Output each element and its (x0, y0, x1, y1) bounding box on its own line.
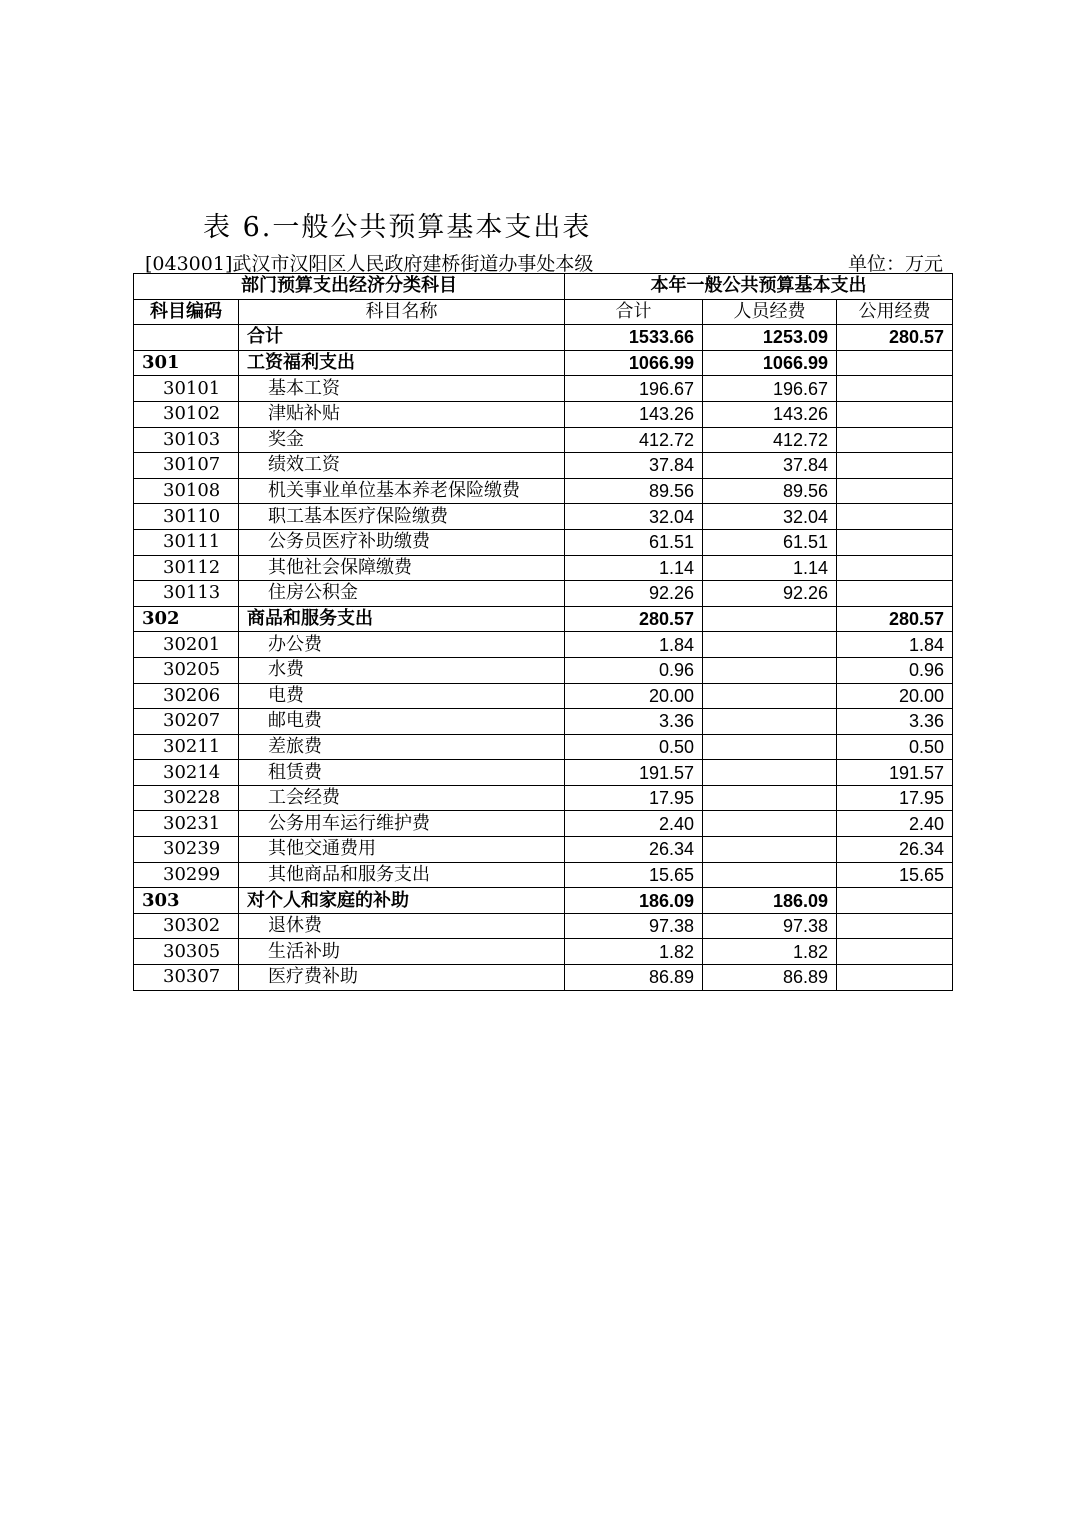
group-header-expenditure: 本年一般公共预算基本支出 (565, 274, 953, 300)
cell-public: 2.40 (837, 811, 953, 837)
cell-public: 20.00 (837, 683, 953, 709)
cell-total: 1066.99 (565, 350, 703, 376)
cell-code: 30201 (134, 632, 239, 658)
cell-public (837, 529, 953, 555)
cell-public: 1.84 (837, 632, 953, 658)
cell-code: 30239 (134, 837, 239, 863)
table-row (134, 913, 953, 939)
cell-personnel: 1066.99 (703, 350, 837, 376)
table-row (134, 657, 953, 683)
cell-code: 30206 (134, 683, 239, 709)
table-row (134, 555, 953, 581)
table-row (134, 350, 953, 376)
cell-public (837, 555, 953, 581)
cell-total: 61.51 (565, 529, 703, 555)
cell-total: 26.34 (565, 837, 703, 863)
cell-personnel: 97.38 (703, 913, 837, 939)
cell-public (837, 401, 953, 427)
cell-name: 医疗费补助 (239, 965, 565, 991)
column-header-code: 科目编码 (134, 299, 239, 325)
cell-code: 302 (134, 606, 239, 632)
cell-code: 30108 (134, 478, 239, 504)
cell-name: 奖金 (239, 427, 565, 453)
cell-name: 其他商品和服务支出 (239, 862, 565, 888)
cell-name: 机关事业单位基本养老保险缴费 (239, 478, 565, 504)
table-row (134, 888, 953, 914)
cell-name: 租赁费 (239, 760, 565, 786)
table-row (134, 376, 953, 402)
cell-total: 186.09 (565, 888, 703, 914)
cell-total: 1.82 (565, 939, 703, 965)
cell-personnel (703, 606, 837, 632)
cell-public: 280.57 (837, 606, 953, 632)
cell-total: 86.89 (565, 965, 703, 991)
cell-personnel (703, 862, 837, 888)
cell-personnel (703, 811, 837, 837)
cell-total: 1533.66 (565, 325, 703, 351)
cell-public (837, 581, 953, 607)
cell-code: 30299 (134, 862, 239, 888)
cell-personnel: 92.26 (703, 581, 837, 607)
table-body (134, 325, 953, 990)
cell-code: 30111 (134, 529, 239, 555)
cell-personnel (703, 734, 837, 760)
cell-code: 30112 (134, 555, 239, 581)
cell-total: 17.95 (565, 785, 703, 811)
cell-public (837, 888, 953, 914)
cell-total: 191.57 (565, 760, 703, 786)
table-row (134, 529, 953, 555)
cell-name: 公务员医疗补助缴费 (239, 529, 565, 555)
cell-personnel: 32.04 (703, 504, 837, 530)
cell-code: 303 (134, 888, 239, 914)
cell-public (837, 939, 953, 965)
column-header-row (134, 299, 953, 325)
cell-name: 公务用车运行维护费 (239, 811, 565, 837)
table-row (134, 427, 953, 453)
cell-name: 邮电费 (239, 709, 565, 735)
cell-name: 工资福利支出 (239, 350, 565, 376)
cell-public: 15.65 (837, 862, 953, 888)
column-header-total: 合计 (565, 299, 703, 325)
table-row (134, 939, 953, 965)
cell-name: 差旅费 (239, 734, 565, 760)
cell-public (837, 453, 953, 479)
table-row (134, 478, 953, 504)
column-header-public: 公用经费 (837, 299, 953, 325)
subtitle-bar (145, 249, 943, 273)
cell-name: 商品和服务支出 (239, 606, 565, 632)
cell-code: 30102 (134, 401, 239, 427)
cell-public (837, 504, 953, 530)
cell-personnel: 412.72 (703, 427, 837, 453)
table-row (134, 325, 953, 351)
cell-total: 32.04 (565, 504, 703, 530)
cell-code: 30103 (134, 427, 239, 453)
table-row (134, 453, 953, 479)
table-row (134, 811, 953, 837)
cell-name: 退休费 (239, 913, 565, 939)
cell-public (837, 427, 953, 453)
cell-public: 26.34 (837, 837, 953, 863)
cell-public: 3.36 (837, 709, 953, 735)
table-row (134, 504, 953, 530)
unit-label: 单位：万元 (847, 253, 943, 275)
cell-public: 191.57 (837, 760, 953, 786)
cell-name: 职工基本医疗保险缴费 (239, 504, 565, 530)
page-title: 表 6.一般公共预算基本支出表 (203, 212, 592, 243)
cell-name: 津贴补贴 (239, 401, 565, 427)
cell-public: 0.50 (837, 734, 953, 760)
cell-total: 15.65 (565, 862, 703, 888)
cell-code: 30110 (134, 504, 239, 530)
cell-personnel: 1253.09 (703, 325, 837, 351)
cell-name: 电费 (239, 683, 565, 709)
cell-personnel: 186.09 (703, 888, 837, 914)
cell-name: 基本工资 (239, 376, 565, 402)
cell-code: 30307 (134, 965, 239, 991)
cell-personnel (703, 709, 837, 735)
table-row (134, 965, 953, 991)
cell-public: 17.95 (837, 785, 953, 811)
cell-public (837, 913, 953, 939)
cell-total: 1.84 (565, 632, 703, 658)
table-row (134, 862, 953, 888)
cell-personnel: 196.67 (703, 376, 837, 402)
cell-name: 其他交通费用 (239, 837, 565, 863)
table-row (134, 401, 953, 427)
cell-code: 30211 (134, 734, 239, 760)
cell-name: 对个人和家庭的补助 (239, 888, 565, 914)
cell-personnel (703, 632, 837, 658)
cell-code: 30231 (134, 811, 239, 837)
cell-code: 30302 (134, 913, 239, 939)
cell-total: 0.96 (565, 657, 703, 683)
cell-total: 3.36 (565, 709, 703, 735)
cell-total: 412.72 (565, 427, 703, 453)
cell-total: 196.67 (565, 376, 703, 402)
table-row (134, 785, 953, 811)
cell-personnel (703, 837, 837, 863)
cell-public (837, 376, 953, 402)
cell-total: 20.00 (565, 683, 703, 709)
table-row (134, 632, 953, 658)
table-row (134, 734, 953, 760)
cell-personnel: 1.82 (703, 939, 837, 965)
cell-personnel (703, 683, 837, 709)
cell-code: 30214 (134, 760, 239, 786)
cell-name: 绩效工资 (239, 453, 565, 479)
cell-total: 0.50 (565, 734, 703, 760)
cell-code: 30305 (134, 939, 239, 965)
group-header-classification: 部门预算支出经济分类科目 (134, 274, 565, 300)
cell-public (837, 350, 953, 376)
cell-code: 30207 (134, 709, 239, 735)
cell-name: 工会经费 (239, 785, 565, 811)
cell-total: 37.84 (565, 453, 703, 479)
cell-total: 280.57 (565, 606, 703, 632)
cell-personnel: 1.14 (703, 555, 837, 581)
table-header (134, 274, 953, 325)
cell-name: 其他社会保障缴费 (239, 555, 565, 581)
table-row (134, 581, 953, 607)
cell-public (837, 478, 953, 504)
cell-personnel: 89.56 (703, 478, 837, 504)
table-row (134, 760, 953, 786)
cell-personnel: 37.84 (703, 453, 837, 479)
cell-personnel: 86.89 (703, 965, 837, 991)
table-row (134, 606, 953, 632)
cell-total: 2.40 (565, 811, 703, 837)
table-row (134, 837, 953, 863)
cell-code: 30205 (134, 657, 239, 683)
cell-code (134, 325, 239, 351)
cell-code: 30228 (134, 785, 239, 811)
cell-name: 合计 (239, 325, 565, 351)
cell-total: 89.56 (565, 478, 703, 504)
column-header-personnel: 人员经费 (703, 299, 837, 325)
cell-code: 30107 (134, 453, 239, 479)
cell-name: 生活补助 (239, 939, 565, 965)
cell-total: 92.26 (565, 581, 703, 607)
cell-personnel: 61.51 (703, 529, 837, 555)
cell-total: 97.38 (565, 913, 703, 939)
cell-personnel (703, 785, 837, 811)
cell-name: 水费 (239, 657, 565, 683)
cell-name: 住房公积金 (239, 581, 565, 607)
cell-code: 30113 (134, 581, 239, 607)
cell-public (837, 965, 953, 991)
cell-name: 办公费 (239, 632, 565, 658)
cell-personnel (703, 657, 837, 683)
cell-code: 30101 (134, 376, 239, 402)
cell-public: 280.57 (837, 325, 953, 351)
cell-total: 143.26 (565, 401, 703, 427)
table-row (134, 709, 953, 735)
cell-code: 301 (134, 350, 239, 376)
organization-name: [043001]武汉市汉阳区人民政府建桥街道办事处本级 (145, 253, 594, 275)
group-header-row (134, 274, 953, 300)
column-header-name: 科目名称 (239, 299, 565, 325)
cell-public: 0.96 (837, 657, 953, 683)
cell-personnel (703, 760, 837, 786)
cell-personnel: 143.26 (703, 401, 837, 427)
budget-table (133, 273, 953, 991)
cell-total: 1.14 (565, 555, 703, 581)
table-row (134, 683, 953, 709)
